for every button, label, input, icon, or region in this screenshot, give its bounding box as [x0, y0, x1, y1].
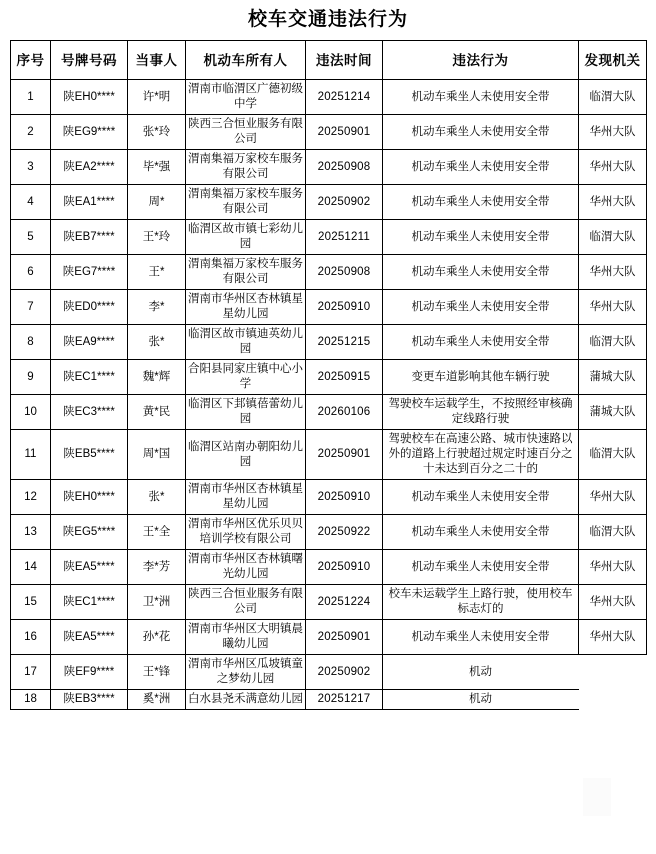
- cell-person: 许*明: [128, 80, 186, 115]
- page-title: 校车交通违法行为: [247, 9, 408, 30]
- cell-org: 华州大队: [579, 185, 647, 220]
- table-row: [11, 80, 647, 115]
- cell-person: 周*: [128, 185, 186, 220]
- cell-time: 20250910: [306, 290, 383, 325]
- cell-time: 20250922: [306, 515, 383, 550]
- cell-person: 王*: [128, 255, 186, 290]
- cell-plate: 陕EG9****: [51, 115, 128, 150]
- cell-org: [579, 655, 647, 690]
- table-row: [11, 480, 647, 515]
- cell-time: 20250910: [306, 550, 383, 585]
- cell-action: 机动车乘坐人未使用安全带: [383, 150, 579, 185]
- cell-action: 变更车道影响其他车辆行驶: [383, 360, 579, 395]
- cell-org: 华州大队: [579, 620, 647, 655]
- table-row: [11, 585, 647, 620]
- cell-person: 孙*花: [128, 620, 186, 655]
- cell-plate: 陕EF9****: [51, 655, 128, 690]
- cell-plate: 陕EG7****: [51, 255, 128, 290]
- cell-person: 张*玲: [128, 115, 186, 150]
- cell-index: 10: [11, 395, 51, 430]
- cell-index: 4: [11, 185, 51, 220]
- cell-person: 王*玲: [128, 220, 186, 255]
- cell-time: 20250910: [306, 480, 383, 515]
- cell-index: 11: [11, 430, 51, 480]
- cell-org: 临渭大队: [579, 515, 647, 550]
- cell-index: 18: [11, 690, 51, 710]
- cell-action: 机动车乘坐人未使用安全带: [383, 185, 579, 220]
- cell-action: 机动: [383, 655, 579, 690]
- cell-index: 14: [11, 550, 51, 585]
- cell-person: 王*全: [128, 515, 186, 550]
- cell-time: 20251214: [306, 80, 383, 115]
- cell-time: 20251224: [306, 585, 383, 620]
- cell-org: 华州大队: [579, 115, 647, 150]
- cell-plate: 陕EC1****: [51, 360, 128, 395]
- table-header-row: [11, 41, 647, 80]
- cell-org: 华州大队: [579, 255, 647, 290]
- cell-time: 20251211: [306, 220, 383, 255]
- cell-person: 王*锋: [128, 655, 186, 690]
- table-row: [11, 395, 647, 430]
- table-row: [11, 550, 647, 585]
- cell-org: 华州大队: [579, 585, 647, 620]
- cell-plate: 陕EA5****: [51, 620, 128, 655]
- cell-index: 1: [11, 80, 51, 115]
- column-header-owner: 机动车所有人: [186, 41, 306, 80]
- cell-action: 机动车乘坐人未使用安全带: [383, 550, 579, 585]
- cell-plate: 陕EB3****: [51, 690, 128, 710]
- table-row: [11, 515, 647, 550]
- cell-index: 17: [11, 655, 51, 690]
- cell-action: 机动车乘坐人未使用安全带: [383, 255, 579, 290]
- cell-person: 魏*辉: [128, 360, 186, 395]
- cell-index: 5: [11, 220, 51, 255]
- table-row: [11, 290, 647, 325]
- cell-owner: 临渭区站南办朝阳幼儿园: [186, 430, 306, 480]
- cell-plate: 陕EC1****: [51, 585, 128, 620]
- column-header-org: 发现机关: [579, 41, 647, 80]
- cell-plate: 陕EG5****: [51, 515, 128, 550]
- table-row: [11, 255, 647, 290]
- cell-owner: 临渭区故市镇七彩幼儿园: [186, 220, 306, 255]
- cell-plate: 陕EH0****: [51, 480, 128, 515]
- table-header: [11, 41, 647, 80]
- cell-action: 机动车乘坐人未使用安全带: [383, 620, 579, 655]
- column-header-person: 当事人: [128, 41, 186, 80]
- cell-owner: 陕西三合恒业服务有限公司: [186, 115, 306, 150]
- cell-owner: 渭南市华州区优乐贝贝培训学校有限公司: [186, 515, 306, 550]
- cell-person: 奚*洲: [128, 690, 186, 710]
- cell-person: 卫*洲: [128, 585, 186, 620]
- column-header-action: 违法行为: [383, 41, 579, 80]
- cell-index: 3: [11, 150, 51, 185]
- cell-time: 20251217: [306, 690, 383, 710]
- render-artifact-patch: [583, 778, 611, 816]
- cell-action: 机动车乘坐人未使用安全带: [383, 515, 579, 550]
- cell-time: 20251215: [306, 325, 383, 360]
- cell-index: 16: [11, 620, 51, 655]
- cell-index: 8: [11, 325, 51, 360]
- cell-time: 20250915: [306, 360, 383, 395]
- cell-index: 7: [11, 290, 51, 325]
- cell-org: 华州大队: [579, 290, 647, 325]
- cell-index: 12: [11, 480, 51, 515]
- cell-index: 15: [11, 585, 51, 620]
- cell-org: 临渭大队: [579, 220, 647, 255]
- cell-org: 蒲城大队: [579, 360, 647, 395]
- cell-plate: 陕ED0****: [51, 290, 128, 325]
- column-header-index: 序号: [11, 41, 51, 80]
- cell-person: 周*国: [128, 430, 186, 480]
- cell-org: [579, 690, 647, 710]
- cell-time: 20260106: [306, 395, 383, 430]
- table-body: [11, 80, 647, 710]
- cell-plate: 陕EH0****: [51, 80, 128, 115]
- cell-action: 机动车乘坐人未使用安全带: [383, 115, 579, 150]
- cell-person: 黄*民: [128, 395, 186, 430]
- cell-org: 华州大队: [579, 150, 647, 185]
- cell-time: 20250901: [306, 620, 383, 655]
- violation-table: [10, 40, 647, 710]
- cell-plate: 陕EC3****: [51, 395, 128, 430]
- cell-time: 20250901: [306, 430, 383, 480]
- cell-org: 华州大队: [579, 480, 647, 515]
- cell-person: 毕*强: [128, 150, 186, 185]
- cell-owner: 陕西三合恒业服务有限公司: [186, 585, 306, 620]
- table-row: [11, 690, 647, 710]
- cell-plate: 陕EA9****: [51, 325, 128, 360]
- table-row: [11, 325, 647, 360]
- cell-action: 校车未运载学生上路行驶，使用校车标志灯的: [383, 585, 579, 620]
- cell-owner: 合阳县同家庄镇中心小学: [186, 360, 306, 395]
- cell-index: 9: [11, 360, 51, 395]
- cell-plate: 陕EB7****: [51, 220, 128, 255]
- cell-org: 临渭大队: [579, 430, 647, 480]
- cell-index: 6: [11, 255, 51, 290]
- column-header-time: 违法时间: [306, 41, 383, 80]
- cell-owner: 渭南市华州区大明镇晨曦幼儿园: [186, 620, 306, 655]
- cell-plate: 陕EB5****: [51, 430, 128, 480]
- cell-action: 驾驶校车运载学生，不按照经审核确定线路行驶: [383, 395, 579, 430]
- cell-action: 机动车乘坐人未使用安全带: [383, 80, 579, 115]
- cell-time: 20250908: [306, 255, 383, 290]
- cell-action: 机动车乘坐人未使用安全带: [383, 220, 579, 255]
- cell-action: 机动车乘坐人未使用安全带: [383, 325, 579, 360]
- cell-owner: 临渭区下邽镇蓓蕾幼儿园: [186, 395, 306, 430]
- table-row: [11, 115, 647, 150]
- cell-org: 华州大队: [579, 550, 647, 585]
- cell-person: 李*芳: [128, 550, 186, 585]
- cell-owner: 渭南市华州区瓜坡镇童之梦幼儿园: [186, 655, 306, 690]
- cell-owner: 渭南市临渭区广德初级中学: [186, 80, 306, 115]
- cell-plate: 陕EA5****: [51, 550, 128, 585]
- cell-person: 李*: [128, 290, 186, 325]
- cell-action: 机动车乘坐人未使用安全带: [383, 290, 579, 325]
- cell-owner: 渭南市华州区杏林镇星星幼儿园: [186, 480, 306, 515]
- table-row: [11, 620, 647, 655]
- cell-index: 13: [11, 515, 51, 550]
- cell-owner: 渭南集福万家校车服务有限公司: [186, 150, 306, 185]
- table-row: [11, 655, 647, 690]
- cell-time: 20250902: [306, 185, 383, 220]
- cell-org: 临渭大队: [579, 80, 647, 115]
- cell-plate: 陕EA2****: [51, 150, 128, 185]
- cell-owner: 白水县尧禾满意幼儿园: [186, 690, 306, 710]
- cell-owner: 渭南集福万家校车服务有限公司: [186, 255, 306, 290]
- violation-table-container: [10, 40, 646, 710]
- cell-org: 临渭大队: [579, 325, 647, 360]
- cell-owner: 临渭区故市镇迪英幼儿园: [186, 325, 306, 360]
- column-header-plate: 号牌号码: [51, 41, 128, 80]
- cell-owner: 渭南市华州区杏林镇曙光幼儿园: [186, 550, 306, 585]
- table-row: [11, 430, 647, 480]
- table-row: [11, 185, 647, 220]
- cell-org: 蒲城大队: [579, 395, 647, 430]
- table-row: [11, 360, 647, 395]
- cell-person: 张*: [128, 325, 186, 360]
- cell-owner: 渭南集福万家校车服务有限公司: [186, 185, 306, 220]
- table-row: [11, 220, 647, 255]
- cell-action: 驾驶校车在高速公路、城市快速路以外的道路上行驶超过规定时速百分之十未达到百分之二十的: [383, 430, 579, 480]
- cell-person: 张*: [128, 480, 186, 515]
- cell-owner: 渭南市华州区杏林镇星星幼儿园: [186, 290, 306, 325]
- cell-action: 机动: [383, 690, 579, 710]
- cell-time: 20250908: [306, 150, 383, 185]
- cell-plate: 陕EA1****: [51, 185, 128, 220]
- cell-action: 机动车乘坐人未使用安全带: [383, 480, 579, 515]
- cell-time: 20250901: [306, 115, 383, 150]
- table-row: [11, 150, 647, 185]
- cell-time: 20250902: [306, 655, 383, 690]
- cell-index: 2: [11, 115, 51, 150]
